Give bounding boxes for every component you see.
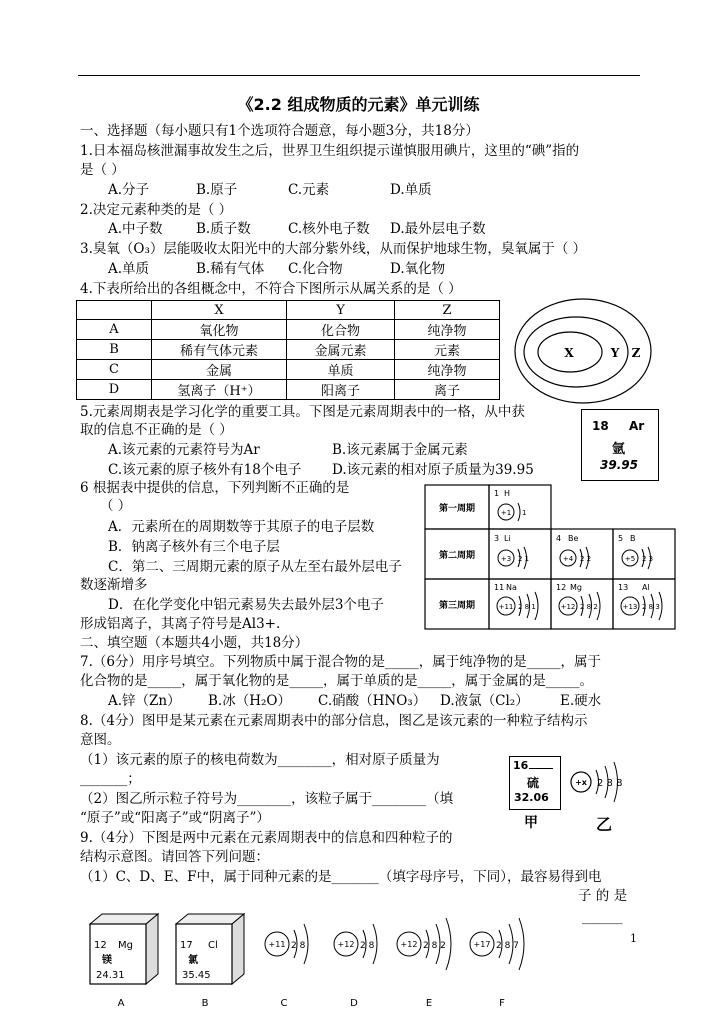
atom-number: 12 <box>556 583 567 592</box>
atomic-number: 17 <box>180 940 193 951</box>
table-cell: 稀有气体元素 <box>152 340 287 360</box>
atom-shells: 2 8 3 <box>642 603 660 611</box>
periodic-table-fragment <box>424 484 682 632</box>
q1-stem: 1.日本福岛核泄漏事故发生之后，世界卫生组织提示谨慎服用碘片，这里的“碘”指的 <box>80 143 580 159</box>
particle-c <box>265 924 308 1008</box>
sulfur-element-cell <box>509 756 561 810</box>
particle-shells: 2 8 7 <box>496 941 519 951</box>
atom-symbol: B <box>630 534 636 543</box>
table-cell: 氧化物 <box>152 320 287 340</box>
table-header-cell: X <box>152 301 287 320</box>
magnesium-cell <box>90 914 158 1008</box>
atom-shells: 2 3 <box>642 555 654 563</box>
table-cell: 单质 <box>287 360 395 380</box>
q3-option-b: B.稀有气体 <box>196 261 265 277</box>
sulfur-ion-structure <box>568 760 648 808</box>
atomic-number: 16 <box>513 759 529 772</box>
particle-f <box>470 918 524 1008</box>
section-choice-heading: 一、选择题（每小题只有1个选项符合题意，每小题3分，共18分） <box>80 123 479 139</box>
atom-symbol: Be <box>568 534 579 543</box>
q5-option-b: B.该元素属于金属元素 <box>332 442 468 458</box>
q7-option-e: E.硬水 <box>560 693 602 709</box>
atom-magnesium <box>556 583 600 620</box>
figure-label-a: A <box>117 998 125 1008</box>
atom-shells: 1 <box>522 509 527 517</box>
table-cell: C <box>77 360 152 380</box>
q1-option-d: D.单质 <box>390 182 432 198</box>
element-name: 镁 <box>102 955 112 966</box>
q1-option-c: C.元素 <box>288 182 330 198</box>
q8-line2: 意图。 <box>80 732 121 748</box>
q2-option-a: A.中子数 <box>108 221 163 237</box>
particle-nucleus: +12 <box>400 940 418 949</box>
atomic-mass: 32.06 <box>514 791 549 804</box>
atom-nucleus: +11 <box>498 603 514 611</box>
q2-option-b: B.质子数 <box>196 221 251 237</box>
atom-nucleus: +12 <box>560 603 576 611</box>
q9-line5: ______ <box>582 909 623 925</box>
q8-line5: （2）图乙所示粒子符号为________，该粒子属于________（填 <box>80 791 454 807</box>
atom-number: 13 <box>618 583 629 592</box>
atom-symbol: Al <box>642 583 650 592</box>
particle-nucleus: +11 <box>268 940 286 949</box>
q8-line3: （1）该元素的原子的核电荷数为________，相对原子质量为 <box>80 752 440 768</box>
table-cell: D <box>77 380 152 400</box>
q6-option-a: A．元素所在的周期数等于其原子的电子层数 <box>108 519 375 535</box>
set-z-label: Z <box>631 346 641 360</box>
element-symbol: Ar <box>629 419 645 433</box>
chlorine-cell <box>176 914 244 1008</box>
table-cell: 金属 <box>152 360 287 380</box>
atom-number: 4 <box>556 534 562 543</box>
atom-shells: 2 8 1 <box>518 603 536 611</box>
q3-stem: 3.臭氧（O₃）层能吸收太阳光中的大部分紫外线，从而保护地球生物，臭氧属于（ ） <box>80 241 587 257</box>
q7-option-d: D.液氯（Cl₂） <box>440 693 529 709</box>
q6-option-b: B．钠离子核外有三个电子层 <box>108 539 280 555</box>
ion-nucleus: +x <box>575 778 587 787</box>
table-cell: A <box>77 320 152 340</box>
period-label: 第三周期 <box>438 601 476 611</box>
q5-option-c: C.该元素的原子核外有18个电子 <box>108 462 302 478</box>
q8-line4: _______； <box>80 771 141 787</box>
atom-shells: 2 1 <box>518 555 530 563</box>
atomic-number: 18 <box>592 419 609 433</box>
q5-option-a: A.该元素的元素符号为Ar <box>108 442 260 458</box>
q7-option-c: C.硝酸（HNO₃） <box>318 693 427 709</box>
atom-lithium <box>494 534 529 569</box>
figure-jia-label: 甲 <box>524 815 538 831</box>
q6-option-c: C．第二、三周期元素的原子从左至右最外层电子 <box>108 559 402 575</box>
particle-nucleus: +17 <box>473 940 491 949</box>
atom-aluminium <box>618 583 662 620</box>
cell-divider <box>529 768 553 769</box>
section-fill-heading: 二、填空题（本题共4小题，共18分） <box>80 635 309 651</box>
table-row <box>77 301 500 320</box>
atom-nucleus: +4 <box>562 555 574 563</box>
table-row <box>77 340 500 360</box>
atom-nucleus: +1 <box>500 509 512 517</box>
table-cell: 纯净物 <box>395 320 500 340</box>
atom-sodium <box>494 583 538 620</box>
q7-line2: 化合物的是_____，属于氧化物的是_____，属于单质的是_____，属于金属的是_____。 <box>80 673 593 689</box>
table-cell: 金属元素 <box>287 340 395 360</box>
q4-stem: 4.下表所给出的各组概念中，不符合下图所示从属关系的是（ ） <box>80 281 462 297</box>
q6-stem-cont: （ ） <box>100 498 132 514</box>
q3-option-c: C.化合物 <box>288 261 343 277</box>
particle-shells: 2 8 <box>291 941 306 951</box>
atom-symbol: Li <box>504 534 511 543</box>
table-row <box>77 380 500 400</box>
atomic-number: 12 <box>94 940 107 951</box>
particle-shells: 2 8 <box>360 941 375 951</box>
q9-line4: 子 的 是 <box>578 888 628 904</box>
atomic-mass: 39.95 <box>600 458 638 472</box>
q9-line1: 9.（4分）下图是两中元素在元素周期表中的信息和四种粒子的 <box>80 830 453 846</box>
q9-line2: 结构示意图。请回答下列问题： <box>80 849 269 865</box>
table-row <box>77 320 500 340</box>
table-cell: 元素 <box>395 340 500 360</box>
atom-number: 11 <box>494 583 505 592</box>
element-name: 氯 <box>188 955 198 966</box>
table-cell: 离子 <box>395 380 500 400</box>
q9-figures <box>84 908 540 1008</box>
q2-option-d: D.最外层电子数 <box>390 221 486 237</box>
figure-label-e: E <box>425 998 433 1008</box>
figure-label-c: C <box>280 998 288 1008</box>
table-header-cell <box>77 301 152 320</box>
figure-yi-label: 乙 <box>596 815 613 834</box>
particle-nucleus: +12 <box>337 940 355 949</box>
element-name: 硫 <box>527 776 540 790</box>
element-name: 氩 <box>612 442 626 457</box>
concept-table <box>76 300 500 400</box>
atom-number: 1 <box>494 489 500 498</box>
figure-label-b: B <box>201 998 209 1008</box>
period-label: 第一周期 <box>438 504 476 514</box>
q5-stem: 5.元素周期表是学习化学的重要工具。下图是元素周期表中的一格，从中获 <box>80 404 525 420</box>
atom-beryllium <box>556 534 591 569</box>
q5-option-d: D.该元素的相对原子质量为39.95 <box>332 462 534 478</box>
atom-symbol: H <box>504 489 511 498</box>
atom-nucleus: +3 <box>500 555 512 563</box>
table-cell: 化合物 <box>287 320 395 340</box>
atom-boron <box>618 534 653 569</box>
particle-shells: 2 8 2 <box>423 941 446 951</box>
atom-hydrogen <box>494 489 526 521</box>
q9-line3: （1）C、D、E、F中，属于同种元素的是_______（填字母序号，下同），最容易得到电 <box>80 869 602 885</box>
q3-option-d: D.氧化物 <box>390 261 446 277</box>
atom-nucleus: +5 <box>624 555 636 563</box>
table-cell: 氢离子（H⁺） <box>152 380 287 400</box>
q1-stem-cont: 是（ ） <box>80 162 125 178</box>
element-symbol: Cl <box>208 940 218 951</box>
atom-number: 5 <box>618 534 624 543</box>
element-symbol: Mg <box>118 940 133 951</box>
period-label: 第二周期 <box>438 551 476 561</box>
q6-option-c-cont: 数逐渐增多 <box>80 577 148 593</box>
table-cell: 阳离子 <box>287 380 395 400</box>
q6-option-d-cont: 形成铝离子，其离子符号是Al3+. <box>80 616 281 632</box>
particle-d <box>334 924 377 1008</box>
set-y-label: Y <box>610 346 620 360</box>
particle-e <box>397 918 451 1008</box>
figure-label-f: F <box>499 998 505 1008</box>
atom-shells: 2 2 <box>580 555 592 563</box>
table-cell: B <box>77 340 152 360</box>
nested-sets-diagram <box>512 296 654 406</box>
ion-shells: 2 8 8 <box>597 778 623 789</box>
q6-option-d: D．在化学变化中铝元素易失去最外层3个电子 <box>108 597 384 613</box>
q6-stem: 6 根据表中提供的信息，下列判断不正确的是 <box>80 480 350 496</box>
q8-line1: 8.（4分）图甲是某元素在元素周期表中的部分信息，图乙是该元素的一种粒子结构示 <box>80 713 588 729</box>
atom-number: 3 <box>494 534 500 543</box>
q8-line6: “原子”或“阳离子”或“阴离子”） <box>80 810 270 826</box>
atom-nucleus: +13 <box>622 603 638 611</box>
table-row <box>77 360 500 380</box>
atomic-mass: 35.45 <box>182 970 211 981</box>
header-rule <box>78 75 640 76</box>
atom-symbol: Na <box>506 583 517 592</box>
set-x-label: X <box>564 346 574 360</box>
q7-option-b: B.冰（H₂O） <box>208 693 291 709</box>
page-number: 1 <box>630 932 637 945</box>
q2-option-c: C.核外电子数 <box>288 221 370 237</box>
q7-line1: 7.（6分）用序号填空。下列物质中属于混合物的是_____，属于纯净物的是_____，属于 <box>80 654 601 670</box>
page-title: 《2.2 组成物质的元素》单元训练 <box>237 95 480 114</box>
atom-shells: 2 8 2 <box>580 603 598 611</box>
atomic-mass: 24.31 <box>96 970 125 981</box>
q1-option-b: B.原子 <box>196 182 238 198</box>
q2-stem: 2.决定元素种类的是（ ） <box>80 202 233 218</box>
argon-element-cell <box>581 409 659 481</box>
atom-symbol: Mg <box>570 583 582 592</box>
q7-option-a: A.锌（Zn） <box>108 693 181 709</box>
table-header-cell: Y <box>287 301 395 320</box>
figure-label-d: D <box>350 998 358 1008</box>
q1-option-a: A.分子 <box>108 182 150 198</box>
q3-option-a: A.单质 <box>108 261 150 277</box>
table-header-cell: Z <box>395 301 500 320</box>
table-cell: 纯净物 <box>395 360 500 380</box>
q5-stem-cont: 取的信息不正确的是（ ） <box>80 422 233 438</box>
